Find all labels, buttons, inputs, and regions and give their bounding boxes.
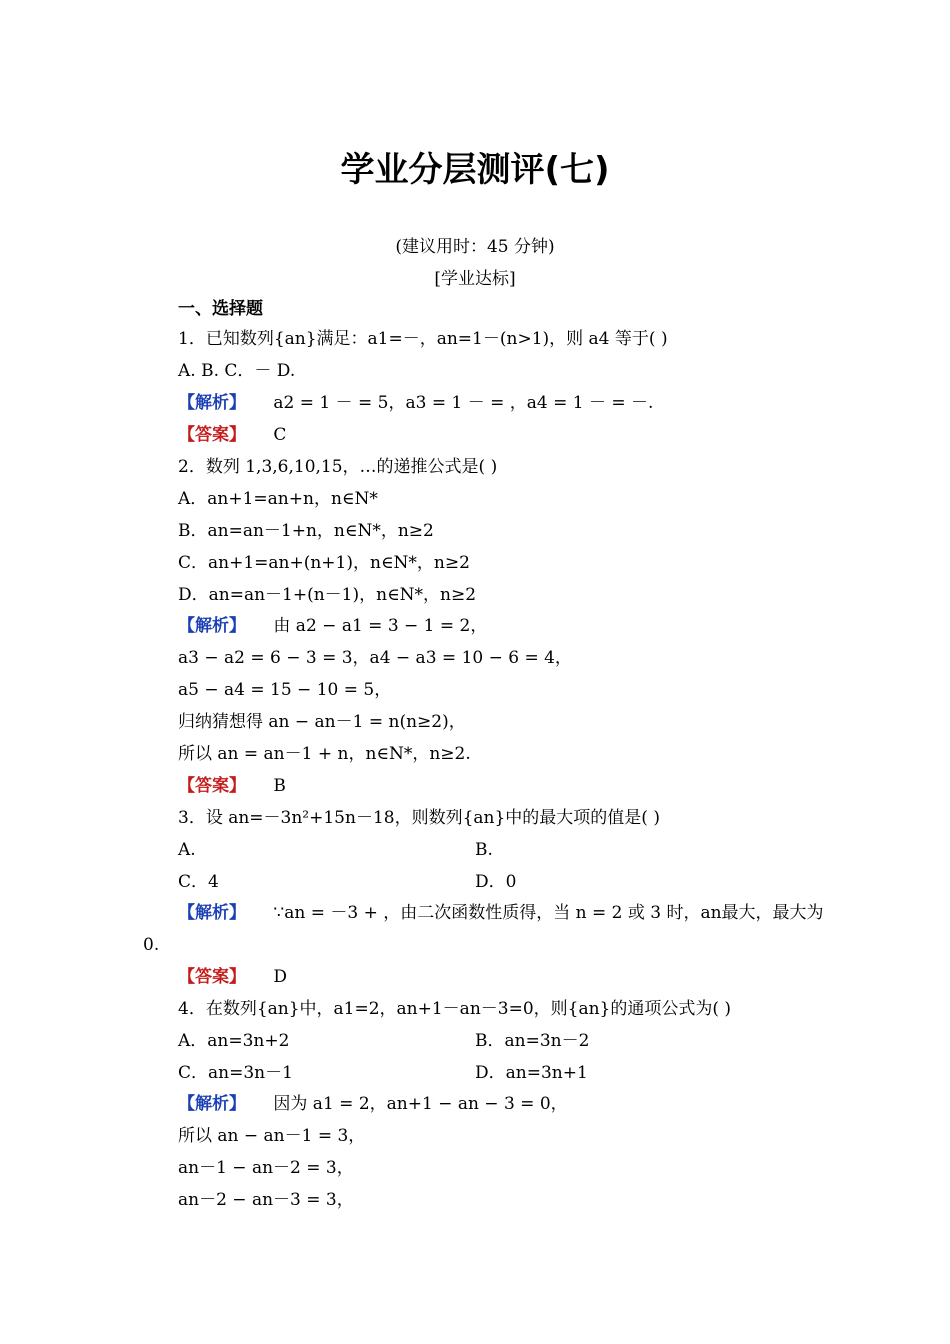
q2-analysis-line: a5 − a4 = 15 − 10 = 5， [178,680,392,700]
analysis-tag: 【解析】 [178,616,246,636]
q1-analysis: a2 = 1 － = 5，a3 = 1 － = ，a4 = 1 － = －. [273,393,654,413]
q4-analysis-line: 因为 a1 = 2，an+1 − an − 3 = 0， [273,1094,568,1114]
q3-option-d: D．0 [475,872,517,892]
q2-analysis-row [178,615,487,637]
q3-option-c: C．4 [178,872,219,892]
q3-analysis-cont: 0. [143,935,160,955]
q2-analysis-line: a3 − a2 = 6 − 3 = 3，a4 − a3 = 10 − 6 = 4， [178,648,572,668]
answer-tag: 【答案】 [178,967,246,987]
q3-option-b: B. [475,840,493,860]
q4-option-b: B．an=3n－2 [475,1031,590,1051]
analysis-tag: 【解析】 [178,393,246,413]
analysis-tag: 【解析】 [178,1094,246,1114]
q4-option-d: D．an=3n+1 [475,1063,588,1083]
q1-stem: 1．已知数列{an}满足：a1=－，an=1－(n>1)，则 a4 等于( ) [178,329,668,349]
q4-option-a: A．an=3n+2 [178,1031,290,1051]
time-suggestion: (建议用时：45 分钟) [395,237,555,257]
q2-analysis-line: 由 a2 − a1 = 3 − 1 = 2， [273,616,488,636]
q2-analysis-line: 归纳猜想得 an − an－1 = n(n≥2)， [178,712,466,732]
q1-options: A. B. C．－ D. [178,361,296,381]
q2-analysis-line: 所以 an = an－1 + n，n∈N*，n≥2. [178,744,471,764]
q3-stem: 3．设 an=－3n²+15n－18，则数列{an}中的最大项的值是( ) [178,808,660,828]
q2-answer: B [273,776,286,796]
q2-option-d: D．an=an－1+(n－1)，n∈N*，n≥2 [178,585,477,605]
analysis-tag: 【解析】 [178,903,246,923]
q2-option-c: C．an+1=an+(n+1)，n∈N*，n≥2 [178,553,470,573]
q4-analysis-line: 所以 an − an－1 = 3， [178,1126,366,1146]
page-title: 学业分层测评(七) [340,150,610,190]
part-heading: 一、选择题 [178,299,263,319]
q4-option-c: C．an=3n－1 [178,1063,293,1083]
q2-option-a: A．an+1=an+n，n∈N* [178,489,378,509]
q2-answer-row [178,775,286,797]
answer-tag: 【答案】 [178,425,246,445]
q1-answer: C [273,425,287,445]
q3-answer: D [273,967,288,987]
answer-tag: 【答案】 [178,776,246,796]
q2-option-b: B．an=an－1+n，n∈N*，n≥2 [178,521,434,541]
q3-analysis-row [178,902,824,924]
q2-stem: 2．数列 1,3,6,10,15，…的递推公式是( ) [178,457,498,477]
q3-option-a: A. [178,840,196,860]
q4-stem: 4．在数列{an}中，a1=2，an+1－an－3=0，则{an}的通项公式为( ) [178,999,732,1019]
q3-answer-row [178,966,287,988]
q1-analysis-row [178,392,653,414]
q1-answer-row [178,424,286,446]
q4-analysis-line: an－1 − an－2 = 3， [178,1158,354,1178]
section-heading: [学业达标] [434,269,516,289]
q4-analysis-row [178,1093,568,1115]
q3-analysis: ∵an = －3 + ，由二次函数性质得，当 n = 2 或 3 时，an最大，最大为 [273,903,824,923]
q4-analysis-line: an－2 − an－3 = 3， [178,1190,354,1210]
